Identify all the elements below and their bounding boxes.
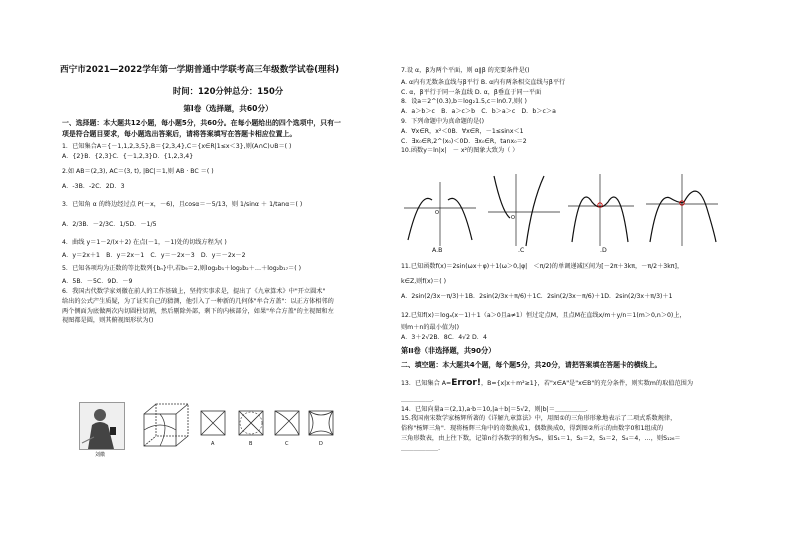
left-column bbox=[62, 64, 394, 326]
question-3-options: A．2/3B．－2/3C．1/5D．－1/5 bbox=[62, 220, 157, 228]
question-6-line-2: 给出的公式产生质疑，为了证实自己的猜测，他引入了一种新的几何体"牟合方盖"：以正方体相邻的 bbox=[62, 297, 334, 305]
option-b-figure bbox=[238, 410, 264, 436]
right-column bbox=[401, 66, 737, 156]
question-14: 14．已知向量a＝(2,1),a·b＝10,|a＋b|＝5√2，则|b|＝＿＿＿＿＿． bbox=[401, 405, 593, 413]
exam-title: 西宁市2021—2022学年第一学期普通中学联考高三年级数学试卷(理科) bbox=[60, 65, 340, 75]
option-c-label: C bbox=[285, 441, 289, 447]
graph-label-d: .D bbox=[600, 247, 607, 254]
question-11-options: A．2sin(2/3x－π/3)＋1B．2sin(2/3x＋π/6)＋1C．2sin(2/3x－π/6)＋1D．2sin(2/3x＋π/3)＋1 bbox=[401, 292, 673, 300]
question-6-line-1: 6．我国古代数学家刘徽在前人的工作基础上，坚持实事求是，提出了《九章算术》中"开立圆术" bbox=[62, 287, 326, 295]
part1-heading: 第I卷（选择题，共60分） bbox=[183, 104, 273, 113]
svg-text:O: O bbox=[511, 215, 515, 221]
portrait-drawing bbox=[80, 403, 124, 449]
right-column-lower bbox=[401, 262, 737, 454]
liu-hui-portrait bbox=[79, 402, 125, 450]
question-12-options: A．3＋2√2B．8C．4√2 D．4 bbox=[401, 333, 487, 341]
question-13-body: ，B={x|x＋m²≥1}，若"x∈A"是"x∈B"的充分条件，则实数m的取值范围为 bbox=[480, 379, 694, 387]
question-9-options-2: C．∃x₀∈R,2^(x₀)＜0D．∃x₀∈R，tanx₀＝2 bbox=[401, 137, 527, 145]
question-1: 1．已知集合A＝{－1,1,2,3,5},B＝{2,3,4},C＝{x∈R|1≤x＜3},则(A∩C)∪B＝( ) bbox=[62, 143, 292, 150]
mouhefanggai-3d-figure bbox=[140, 400, 192, 452]
question-13-blank: ＿＿＿＿＿． bbox=[401, 395, 439, 403]
section2-instruction: 二、填空题：本大题共4个题，每个题5分，共20分，请把答案填在答题卡的横线上。 bbox=[401, 360, 662, 369]
question-2-options: A．-3B．-2C．2D．3 bbox=[62, 183, 125, 191]
question-5-options: A．5B．－5C．9D．－9 bbox=[62, 278, 133, 286]
section1-instruction-2: 项是符合题目要求，每小题选出答案后，请将答案填写在答题卡相应位置上。 bbox=[62, 130, 297, 138]
error-placeholder: Error! bbox=[451, 377, 481, 388]
question-9: 9．下列命题中为真命题的是() bbox=[401, 117, 485, 125]
graph-a bbox=[402, 180, 478, 248]
question-1-options: A．{2}B．{2,3}C．{－1,2,3}D．{1,2,3,4} bbox=[62, 152, 194, 160]
question-8-options: A．a＞b＞c B．a＞c＞b C．b＞a＞c D．b＞c＞a bbox=[401, 108, 556, 116]
question-5: 5．已知各项均为正数的等比数列{bₙ}中,若b₉＝2,则log₂b₁＋log₂b₂＋…＋log₂b₁₇＝( ) bbox=[62, 265, 302, 273]
part2-heading: 第II卷（非选择题，共90分） bbox=[401, 345, 496, 355]
option-c-figure bbox=[274, 410, 300, 436]
question-15-line-1: 15.我国南宋数学家杨辉所著的《详解九章算法》中，用图①的三角形形象地表示了二项式系数规律， bbox=[401, 415, 677, 423]
question-13-prefix: 13．已知集合 A= bbox=[401, 379, 452, 387]
option-d-label: D bbox=[319, 441, 323, 447]
question-7-options-2: C. α，β平行于同一条直线 D. α，β垂直于同一平面 bbox=[401, 88, 542, 96]
section1-instruction-1: 一、选择题：本大题共12小题，每小题5分，共60分。在每小题给出的四个选项中，只有一 bbox=[62, 119, 341, 127]
question-13 bbox=[401, 377, 737, 390]
graph-d1 bbox=[566, 172, 636, 248]
option-d-figure bbox=[308, 410, 334, 436]
graph-label-ab: A.B bbox=[432, 247, 443, 254]
question-8: 8．设a＝2^(0.3),b＝log₂1.5,c＝ln0.7,则( ) bbox=[401, 98, 527, 106]
graph-d2 bbox=[644, 172, 720, 248]
question-7-options-1: A. α内有无数条直线与β平行 B. α内有两条相交直线与β平行 bbox=[401, 78, 566, 86]
graph-label-c: .C bbox=[518, 247, 525, 254]
graph-c bbox=[486, 172, 562, 248]
question-6-line-3: 两个侧面为底做两次内切圆柱切割，然后剔除外部，剩下的内核部分，如果"牟合方盖"的主视图和左 bbox=[62, 307, 334, 315]
question-9-options-1: A．∀x∈R，x²＜0B．∀x∈R，－1≤sinx＜1 bbox=[401, 127, 524, 135]
question-7: 7.设 α，β为两个平面，则 α∥β 的充要条件是() bbox=[401, 67, 530, 74]
question-3: 3．已知角 α 的终边经过点 P(－x，－6)，且cosα＝－5/13，则 1/sinα ＋ 1/tanα＝( ) bbox=[62, 201, 303, 209]
question-15-line-2: 俗称"杨辉三角"．现将杨辉三角中的奇数换成1，偶数换成0，得到图②所示的由数字0和1组成的 bbox=[401, 425, 664, 433]
option-b-label: B bbox=[249, 441, 253, 447]
question-6-line-4: 视图都是圆，则其俯视图形状为() bbox=[62, 317, 154, 325]
question-4-options: A．y＝2x＋1 B．y＝2x－1 C．y＝－2x－3 D．y＝－2x－2 bbox=[62, 251, 246, 259]
portrait-caption: 刘徽 bbox=[95, 452, 106, 458]
question-15-line-3: 三角形数表，由上往下数，记第n行各数字的和为Sₙ，如S₁＝1，S₂＝2，S₃＝2，S₄＝4，…，则S₁₂₆＝ bbox=[401, 434, 681, 442]
question-12-line-2: 则m＋n的最小值为() bbox=[401, 324, 460, 332]
question-15-line-4: ＿＿＿＿＿＿． bbox=[401, 444, 445, 452]
time-line: 时间：120分钟总分：150分 bbox=[172, 86, 284, 96]
svg-text:O: O bbox=[435, 210, 439, 216]
option-a-label: A bbox=[211, 441, 215, 447]
option-a-figure bbox=[200, 410, 226, 436]
question-4: 4．曲线 y＝1－2/(x＋2) 在点(－1，－1)处的切线方程为( ) bbox=[62, 238, 227, 246]
question-12-line-1: 12.已知f(x)＝logₐ(x－1)＋1（a＞0且a≠1）恒过定点M，且点M在直线x/m＋y/n＝1(m＞0,n＞0)上， bbox=[401, 312, 686, 320]
question-2: 2.如 AB＝(2,3), AC＝(3, t), |BC|＝1,则 AB · BC ＝( ) bbox=[62, 167, 214, 175]
question-11-line-1: 11.已知函数f(x)＝2sin(ωx＋φ)＋1(ω＞0,|φ| ＜π/2)的单调递减区间为[－2π＋3kπ，－π/2＋3kπ]， bbox=[401, 263, 684, 270]
question-10: 10.函数y＝ln|x| － x²的图象大致为（ ） bbox=[401, 147, 519, 155]
question-11-line-2: k∈Z,则f(x)＝( ) bbox=[401, 277, 447, 285]
